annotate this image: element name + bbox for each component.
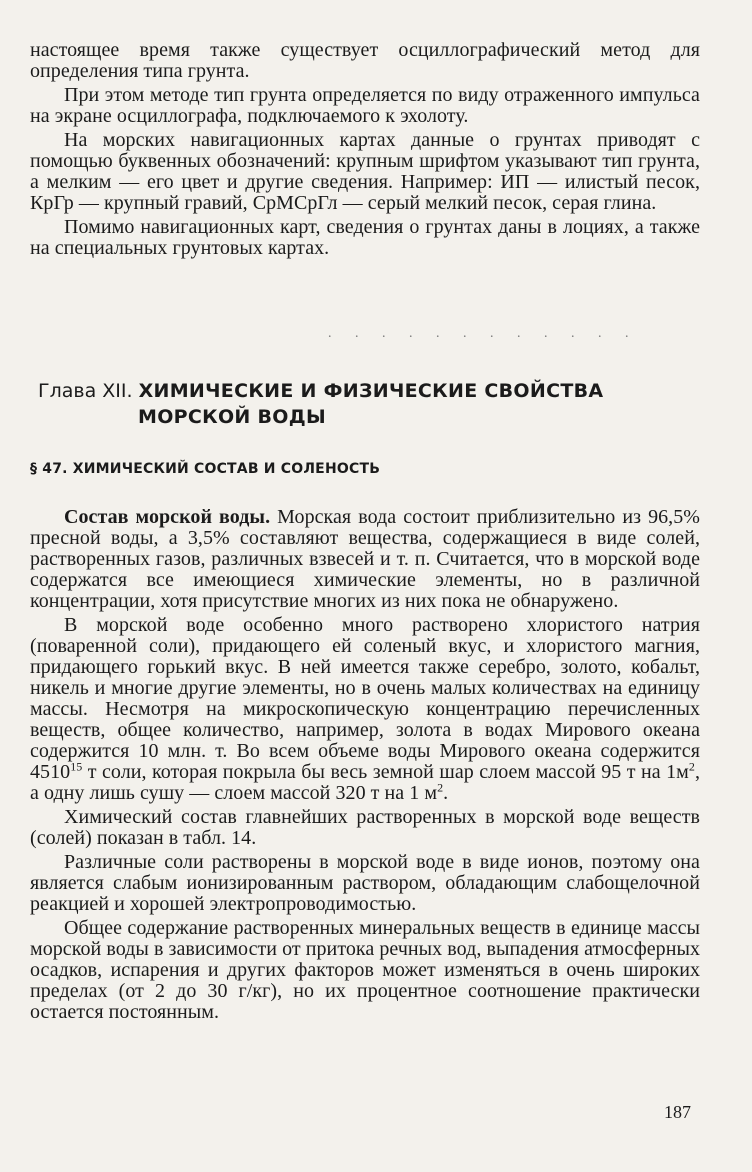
page-number: 187 <box>664 1102 691 1122</box>
body-paragraph-2-part-c: , а одну лишь сушу — слоем массой 320 т на 1 м <box>30 761 700 804</box>
intro-paragraph-2: При этом методе тип грунта определяется по виду отраженного импульса на экране осциллографа, подключаемого к эхолоту. <box>30 84 700 127</box>
intro-paragraph-4: Помимо навигационных карт, сведения о грунтах даны в лоциях, а также на специальных грунтовых картах. <box>30 216 700 259</box>
runin-heading: Состав морской воды. <box>64 506 271 528</box>
body-text <box>30 507 700 1023</box>
exponent: 2 <box>437 780 444 795</box>
separator-dots: . . . . . . . . . . . . <box>328 326 639 341</box>
exponent: 15 <box>70 759 83 774</box>
body-paragraph-5: Общее содержание растворенных минеральных веществ в единице массы морской воды в зависимости от притока речных вод, выпадения атмосферных осадков, испарения и других факторов может изменяться в очень широких пределах (от 2 до 30 г/кг), но их процентное соотношение практически остается постоянным. <box>30 917 700 1023</box>
intro-text <box>30 40 700 259</box>
body-paragraph-2-part-a: В морской воде особенно много растворено хлористого натрия (поваренной соли), придающего ей соленый вкус, и хлористого магния, придающего горький вкус. В ней имеется также серебро, золото, кобальт, никель и многие другие элементы, но в очень малых количествах на единицу массы. Несмотря на микроскопическую концентрацию перечисленных веществ, общее количество, например, золота в водах Мирового океана содержится 10 млн. т. Во всем объеме воды Мирового океана содержится 4510 <box>30 614 700 783</box>
body-paragraph-2-part-b: т соли, которая покрыла бы весь земной шар слоем массой 95 т на 1м <box>82 761 689 783</box>
body-paragraph-1-text: Морская вода состоит приблизительно из 96,5% пресной воды, а 3,5% составляют вещества, содержащиеся в виде солей, растворенных газов, различных взвесей и т. п. Считается, что в морской воде содержатся все имеющиеся химические элементы, но в различной концентрации, хотя присутствие многих из них пока не обнаружено. <box>30 506 700 612</box>
body-paragraph-3: Химический состав главнейших растворенных в морской воде веществ (солей) показан в табл. 14. <box>30 806 700 849</box>
chapter-heading <box>38 378 603 430</box>
chapter-label: Глава XII. <box>38 380 133 402</box>
chapter-title-line-1: ХИМИЧЕСКИЕ И ФИЗИЧЕСКИЕ СВОЙСТВА <box>138 380 604 402</box>
section-heading: § 47. ХИМИЧЕСКИЙ СОСТАВ И СОЛЕНОСТЬ <box>30 461 381 477</box>
body-paragraph-4: Различные соли растворены в морской воде в виде ионов, поэтому она является слабым ионизированным раствором, обладающим слабощелочной реакцией и хорошей электропроводимостью. <box>30 851 700 915</box>
intro-paragraph-3: На морских навигационных картах данные о грунтах приводят с помощью буквенных обозначений: крупным шрифтом указывают тип грунта, а мелким — его цвет и другие сведения. Например: ИП — илистый песок, КрГр — крупный гравий, СрМСрГл — серый мелкий песок, серая глина. <box>30 129 700 214</box>
body-paragraph-2 <box>30 615 700 804</box>
chapter-title-line-2: МОРСКОЙ ВОДЫ <box>138 406 326 428</box>
exponent: 2 <box>688 759 695 774</box>
body-paragraph-2-part-d: . <box>443 782 449 804</box>
intro-paragraph-1: настоящее время также существует осциллографический метод для определения типа грунта. <box>30 39 700 82</box>
body-paragraph-1 <box>30 507 700 612</box>
